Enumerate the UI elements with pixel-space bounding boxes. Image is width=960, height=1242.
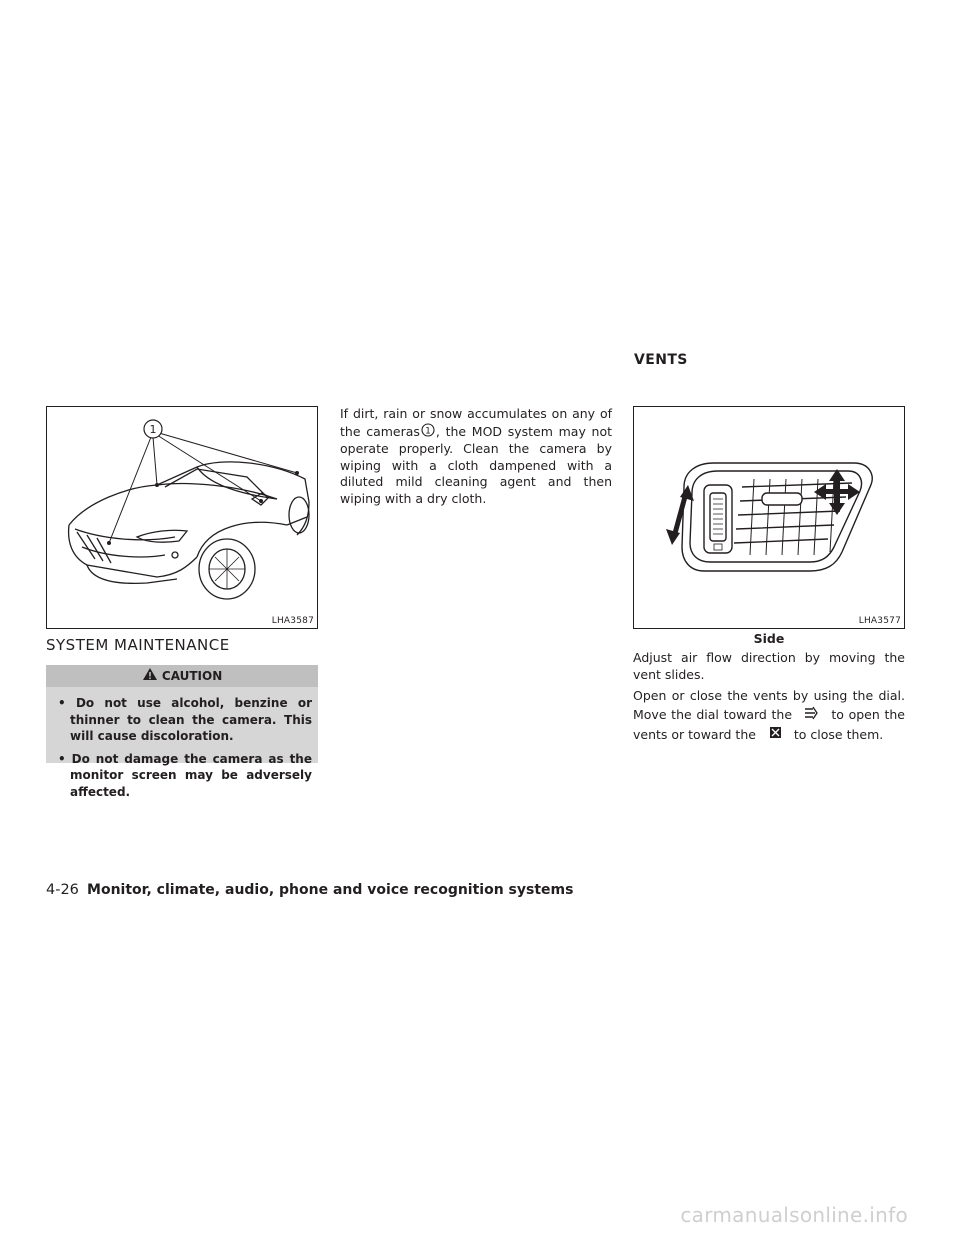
svg-text:1: 1 <box>425 426 431 436</box>
paragraph-text-3: to close them. <box>793 727 884 742</box>
callout-number: 1 <box>149 423 157 436</box>
vent-closed-icon <box>764 726 786 745</box>
figure-code: LHA3587 <box>271 616 314 626</box>
paragraph-text-2: to open the vents or toward the <box>633 707 905 742</box>
car-camera-figure <box>46 406 318 629</box>
caution-box <box>46 665 318 799</box>
caution-item: • Do not damage the camera as the monitor screen may be adversely affected. <box>58 751 312 799</box>
paragraph-text-2: , the MOD system may not operate properly. Clean the camera by wiping with a cloth dampened with a diluted mild cleaning agent and then wiping with a dry cloth. <box>340 423 613 506</box>
cleaning-paragraph <box>340 406 612 507</box>
figure-code: LHA3577 <box>858 616 901 626</box>
caution-header <box>46 665 318 687</box>
vent-illustration <box>634 407 904 628</box>
car-camera-illustration <box>47 407 317 628</box>
warning-triangle-icon <box>142 666 158 688</box>
caution-item: • Do not use alcohol, benzine or thinner to clean the camera. This will cause discoloration. <box>58 696 312 743</box>
paragraph-text-1: Open or close the vents by using the dial. Move the dial toward the <box>633 688 905 722</box>
callout-1-icon <box>421 423 435 442</box>
section-title: SYSTEM MAINTENANCE <box>46 636 230 654</box>
caution-title: CAUTION <box>161 669 223 683</box>
vent-open-icon <box>801 706 823 725</box>
vents-heading: VENTS <box>634 352 688 368</box>
vent-direction-paragraph: Adjust air flow direction by moving the vent slides. <box>633 650 905 682</box>
vent-dial-paragraph <box>633 686 905 745</box>
paragraph-text-1: If dirt, rain or snow accumulates on any of the cameras <box>340 406 612 439</box>
caution-list <box>46 687 318 808</box>
page-number: 4-26 <box>46 882 79 898</box>
chapter-title: Monitor, climate, audio, phone and voice recognition systems <box>87 882 574 898</box>
page-footer <box>46 879 573 898</box>
watermark: carmanualsonline.info <box>680 1203 908 1227</box>
vent-figure <box>633 406 905 629</box>
figure-caption: Side <box>753 631 785 646</box>
